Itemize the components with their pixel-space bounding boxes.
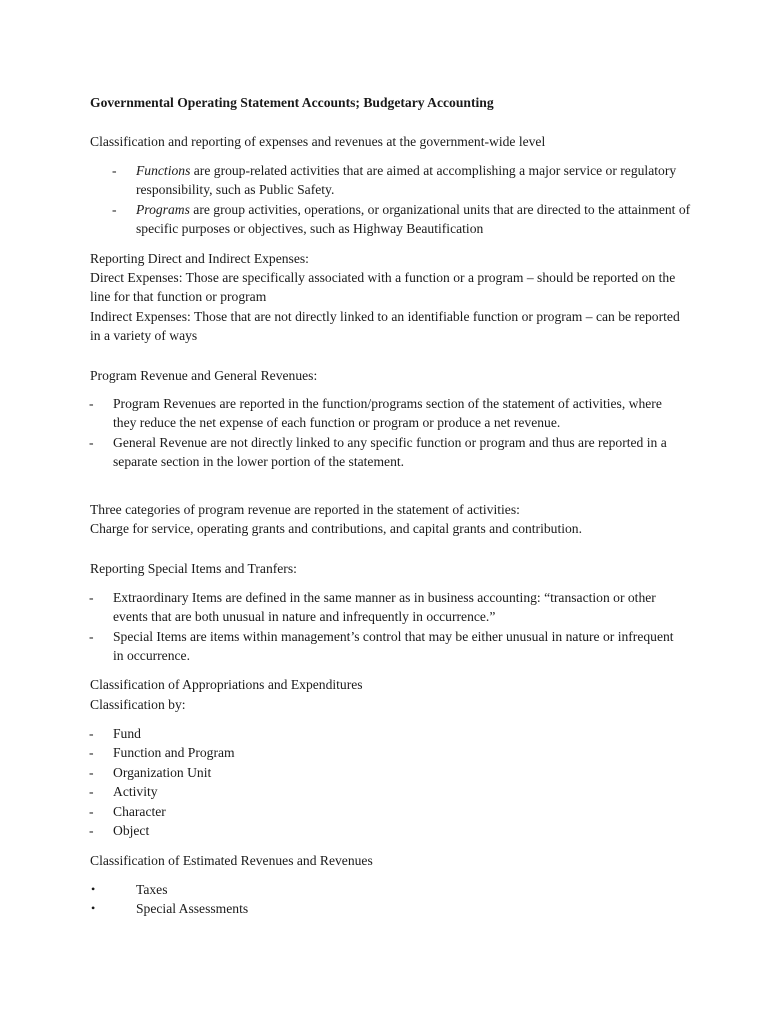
bullet-marker: •: [91, 882, 96, 896]
dash-marker: -: [89, 803, 94, 819]
dash-marker: -: [89, 745, 94, 761]
classification-item-text: Character: [113, 803, 166, 819]
list-item: [89, 743, 513, 762]
dash-marker: -: [89, 726, 94, 741]
special-item-text: Extraordinary Items are defined in the same manner as in business accounting: “transaction or other events that are both unusual in nature and infrequently in occurrence.”: [113, 590, 656, 625]
list-item: [89, 433, 683, 472]
definitions-list: [112, 161, 696, 239]
revenue-item-text: Program Revenues are reported in the function/programs section of the statement of activities, where they reduce the net expense of each function or program or produce a net revenue.: [113, 396, 662, 431]
classification-item-text: Function and Program: [113, 745, 235, 761]
revenue-list: [89, 394, 683, 472]
dash-marker: -: [89, 628, 94, 644]
dash-marker: -: [89, 434, 94, 450]
dash-marker: -: [112, 163, 117, 178]
classification-item-text: Object: [113, 823, 150, 839]
classification-by-label: Classification by:: [90, 697, 186, 712]
revenue-item-text: General Revenue are not directly linked to any specific function or program and thus are reported in a separate section in the lower portion of the statement.: [113, 434, 667, 470]
definition-text: are group-related activities that are aimed at accomplishing a major service or regulatory responsibility, such as Public Safety.: [136, 163, 677, 198]
definition-term: Programs: [136, 201, 190, 217]
revenue-heading: Program Revenue and General Revenues:: [90, 368, 318, 383]
special-items-list: [89, 588, 683, 666]
list-item: [89, 821, 513, 840]
bullet-marker: •: [91, 901, 96, 916]
categories-line-1: Three categories of program revenue are reported in the statement of activities:: [90, 502, 520, 517]
estimated-item-text: Special Assessments: [136, 901, 249, 917]
list-item: [112, 161, 696, 200]
list-item: [89, 782, 513, 801]
appropriations-heading: Classification of Appropriations and Expenditures: [90, 677, 363, 692]
special-heading: Reporting Special Items and Tranfers:: [90, 561, 297, 576]
list-item: [89, 627, 683, 666]
list-item: [91, 880, 536, 899]
definition-text: are group activities, operations, or organizational units that are directed to the attainment of specific purposes or objectives, such as Highway Beautification: [136, 201, 691, 237]
classification-item-text: Organization Unit: [113, 764, 212, 780]
classification-item-text: Activity: [113, 784, 158, 800]
categories-line-2: Charge for service, operating grants and contributions, and capital grants and contribution.: [90, 521, 583, 536]
expenses-heading: Reporting Direct and Indirect Expenses:: [90, 251, 309, 266]
estimated-list: [91, 880, 536, 919]
list-item: [91, 899, 536, 918]
dash-marker: -: [112, 201, 117, 217]
classification-list: [89, 724, 513, 840]
definition-term: Functions: [136, 163, 191, 178]
special-item-text: Special Items are items within management’s control that may be either unusual in nature or infrequent in occurrence.: [113, 628, 674, 664]
document-title: Governmental Operating Statement Accounts; Budgetary Accounting: [90, 95, 494, 110]
classification-item-text: Fund: [113, 726, 141, 741]
list-item: [89, 394, 683, 433]
list-item: [89, 802, 513, 821]
indirect-expenses-paragraph: Indirect Expenses: Those that are not directly linked to an identifiable function or program – can be reported in a variety of ways: [90, 309, 680, 344]
list-item: [89, 588, 683, 627]
estimated-item-text: Taxes: [136, 882, 168, 897]
list-item: [112, 200, 696, 239]
intro-paragraph: Classification and reporting of expenses and revenues at the government-wide level: [90, 134, 546, 149]
dash-marker: -: [89, 396, 94, 411]
dash-marker: -: [89, 764, 94, 780]
dash-marker: -: [89, 823, 94, 839]
list-item: [89, 724, 513, 743]
dash-marker: -: [89, 784, 94, 800]
list-item: [89, 763, 513, 782]
dash-marker: -: [89, 590, 94, 605]
estimated-heading: Classification of Estimated Revenues and Revenues: [90, 853, 373, 868]
direct-expenses-paragraph: Direct Expenses: Those are specifically associated with a function or a program – should be reported on the line for that function or program: [90, 270, 676, 305]
